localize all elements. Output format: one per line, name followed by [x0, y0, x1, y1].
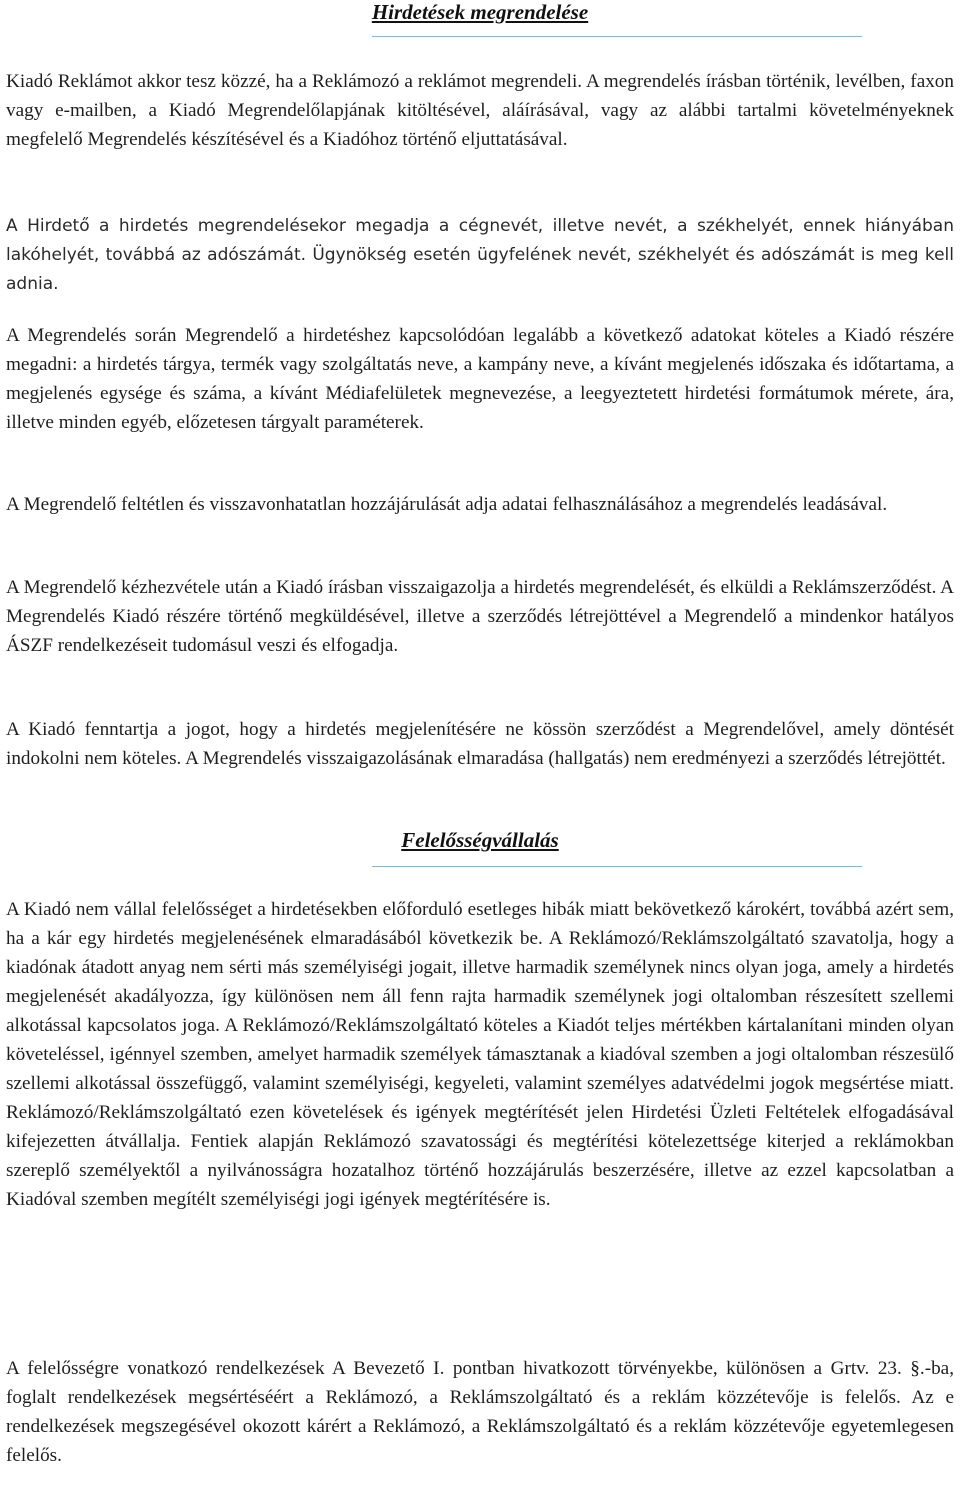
paragraph-right-to-refuse: A Kiadó fenntartja a jogot, hogy a hirdetés megjelenítésére ne kössön szerződést a Megrendelővel, amely döntését indokolni nem köteles. A Megrendelés visszaigazolásának elmaradása (hallgatás) nem eredményezi a szerződés létrejöttét.	[6, 719, 954, 769]
paragraph-liability-provisions: A felelősségre vonatkozó rendelkezések A Bevezető I. pontban hivatkozott törvényekbe, különösen a Grtv. 23. §.-ba, foglalt rendelkezések megsértéséért a Reklámozó, a Reklámszolgáltató és a reklám közzétevője is felelős. Az e rendelkezések megszegésével okozott kárért a Reklámozó, a Reklámszolgáltató és a reklám közzétevője egyetemlegesen felelős.	[6, 1358, 954, 1466]
paragraph-advertiser-data: A Hirdető a hirdetés megrendelésekor megadja a cégnevét, illetve nevét, a székhelyét, ennek hiányában lakóhelyét, továbbá az adószámát. Ügynökség esetén ügyfelének nevét, székhelyét és adószámát is meg kell adnia.	[6, 216, 954, 294]
title-underline-rule	[372, 36, 862, 37]
title-underline-rule	[372, 866, 862, 867]
paragraph-order-method: Kiadó Reklámot akkor tesz közzé, ha a Reklámozó a reklámot megrendeli. A megrendelés írásban történik, levélben, faxon vagy e-mailben, a Kiadó Megrendelőlapjának kitöltésével, aláírásával, vagy az alábbi tartalmi követelményeknek megfelelő Megrendelés készítésével és a Kiadóhoz történő eljuttatásával.	[6, 71, 954, 150]
section-title-hirdetesek: Hirdetések megrendelése	[371, 0, 589, 24]
section-title-felelossegvallalas: Felelősségvállalás	[401, 828, 559, 852]
paragraph-consent: A Megrendelő feltétlen és visszavonhatatlan hozzájárulását adja adatai felhasználásához a megrendelés leadásával.	[6, 494, 888, 515]
paragraph-order-details: A Megrendelés során Megrendelő a hirdetéshez kapcsolódóan legalább a következő adatokat köteles a Kiadó részére megadni: a hirdetés tárgya, termék vagy szolgáltatás neve, a kampány neve, a kívánt megjelenés időszaka és időtartama, a megjelenés egysége és száma, a kívánt Médiafelületek megnevezése, a leegyeztetett hirdetési formátumok mérete, ára, illetve minden egyéb, előzetesen tárgyalt paraméterek.	[6, 325, 954, 433]
paragraph-confirmation: A Megrendelő kézhezvétele után a Kiadó írásban visszaigazolja a hirdetés megrendelését, és elküldi a Reklámszerződést. A Megrendelés Kiadó részére történő megküldésével, illetve a szerződés létrejöttével a Megrendelő a mindenkor hatályos ÁSZF rendelkezéseit tudomásul veszi és elfogadja.	[6, 577, 954, 656]
paragraph-liability: A Kiadó nem vállal felelősséget a hirdetésekben előforduló esetleges hibák miatt bekövetkező károkért, továbbá azért sem, ha a kár egy hirdetés megjelenésének elmaradásából következik be. A Reklámozó/Reklámszolgáltató szavatolja, hogy a kiadónak átadott anyag nem sérti más személyiségi jogait, illetve harmadik személynek nincs olyan joga, amely a hirdetés megjelenését akadályozza, így különösen nem áll fenn rajta harmadik személynek jogi oltalomban részesített szellemi alkotással kapcsolatos joga. A Reklámozó/Reklámszolgáltató köteles a Kiadót teljes mértékben kártalanítani minden olyan követeléssel, igénnyel szemben, amelyet harmadik személyek támasztanak a kiadóval szemben a jogi oltalomban részesülő szellemi alkotással összefüggő, valamint személyiségi, kegyeleti, valamint személyes adatvédelmi jogok megsértése miatt. Reklámozó/Reklámszolgáltató ezen követelések és igények megtérítését jelen Hirdetési Üzleti Feltételek elfogadásával kifejezetten átvállalja. Fentiek alapján Reklámozó szavatossági és megtérítési kötelezettsége kiterjed a reklámokban szereplő személyektől a nyilvánosságra hozatalhoz történő hozzájárulás beszerzésére, illetve az ezzel kapcsolatban a Kiadóval szemben megítélt személyiségi jogi igények megtérítésére is.	[6, 899, 954, 1210]
